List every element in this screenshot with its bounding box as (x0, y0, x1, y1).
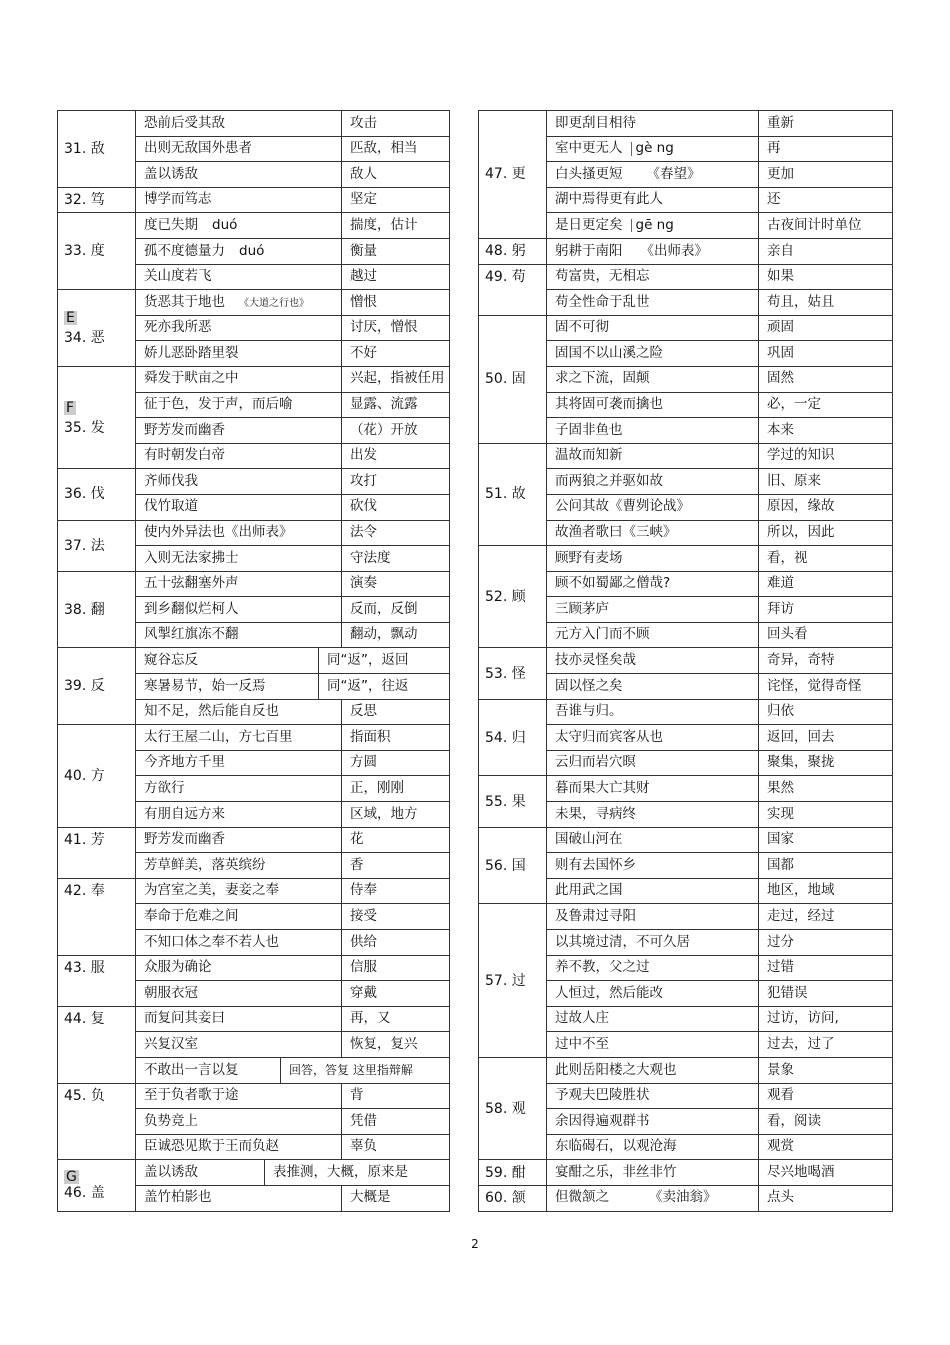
char-cell: 58. 观 (479, 1057, 547, 1159)
example-text: 白头搔更短 (555, 165, 623, 182)
meaning-cell: 国都 (759, 853, 893, 879)
char-cell: 57. 过 (479, 904, 547, 1058)
source-title: 《大道之行也》 (239, 297, 309, 309)
meaning-cell: 点头 (759, 1185, 893, 1211)
example-cell (136, 238, 342, 264)
meaning-cell: 出发 (342, 443, 450, 469)
meaning-cell: 实现 (759, 802, 893, 828)
char-cell: 47. 更 (479, 111, 547, 239)
example-cell: 公问其故《曹刿论战》 (547, 494, 759, 520)
example-cell: 过中不至 (547, 1032, 759, 1058)
char-cell: 39. 反 (58, 648, 136, 725)
example-cell: 到乡翻似烂柯人 (136, 597, 342, 623)
example-cell: 知不足，然后能自反也 (136, 699, 342, 725)
left-vocab-table (57, 110, 458, 1212)
char-cell: 54. 归 (479, 699, 547, 776)
pinyin: gè ng (631, 142, 678, 156)
example-cell: 关山度若飞 (136, 264, 342, 290)
meaning-cell: 法令 (342, 520, 450, 546)
example-cell: 子固非鱼也 (547, 418, 759, 444)
meaning-cell: 花 (342, 827, 450, 853)
example-text: 不敢出一言以复 (144, 1061, 239, 1078)
example-text: 室中更无人 (555, 140, 623, 157)
example-cell: 娇儿恶卧踏里裂 (136, 341, 342, 367)
meaning-cell: 返回，回去 (759, 725, 893, 751)
pinyin: duó (239, 242, 265, 259)
meaning-cell: 接受 (342, 904, 450, 930)
example-cell: 众服为确论 (136, 955, 342, 981)
example-cell: 苟全性命于乱世 (547, 290, 759, 316)
example-cell: 湖中焉得更有此人 (547, 187, 759, 213)
meaning-cell: 奇异，奇特 (759, 648, 893, 674)
example-cell: 芳草鲜美，落英缤纷 (136, 853, 342, 879)
example-cell: 未果，寻病终 (547, 802, 759, 828)
example-cell: 固国不以山溪之险 (547, 341, 759, 367)
meaning-cell: 拜访 (759, 597, 893, 623)
meaning-cell: 凭借 (342, 1109, 450, 1135)
meaning-cell: 揣度，估计 (342, 213, 450, 239)
char-cell: 48. 躬 (479, 238, 547, 264)
meaning-cell: 攻击 (342, 111, 450, 137)
meaning-cell: 回头看 (759, 622, 893, 648)
example-cell: 盖竹柏影也 (136, 1185, 342, 1211)
example-cell: 三顾茅庐 (547, 597, 759, 623)
example-cell: 元方入门而不顾 (547, 622, 759, 648)
example-cell: 及鲁肃过寻阳 (547, 904, 759, 930)
example-cell: 太行王屋二山，方七百里 (136, 725, 342, 751)
meaning-cell: 反而，反倒 (342, 597, 450, 623)
meaning-cell: 走过，经过 (759, 904, 893, 930)
example-cell: 宴酣之乐，非丝非竹 (547, 1160, 759, 1186)
meaning-cell: 讨厌，憎恨 (342, 315, 450, 341)
example-cell: 征于色，发于声，而后喻 (136, 392, 342, 418)
example-cell: 故渔者歌曰《三峡》 (547, 520, 759, 546)
meaning-cell: 犯错误 (759, 981, 893, 1007)
example-cell: 过故人庄 (547, 1006, 759, 1032)
meaning-cell: 聚集，聚拢 (759, 750, 893, 776)
char-cell: 52. 顾 (479, 546, 547, 648)
meaning-cell: 更加 (759, 162, 893, 188)
example-cell (547, 1185, 759, 1211)
example-cell: 人恒过，然后能改 (547, 981, 759, 1007)
example-cell: 东临碣石，以观沧海 (547, 1134, 759, 1160)
example-cell: 国破山河在 (547, 827, 759, 853)
example-cell: 太守归而宾客从也 (547, 725, 759, 751)
char-cell (58, 366, 136, 468)
example-cell: 而复问其妾曰 (136, 1006, 342, 1032)
meaning-cell: 区域，地方 (342, 802, 450, 828)
meaning-cell: 大概是 (342, 1185, 450, 1211)
char-cell (58, 1160, 136, 1211)
source-title: 《出师表》 (640, 242, 708, 259)
meaning-cell: 演奏 (342, 571, 450, 597)
example-text: 孤不度德量力 (144, 242, 225, 259)
meaning-cell: 砍伐 (342, 494, 450, 520)
char-cell: 38. 翻 (58, 571, 136, 648)
meaning-cell: 不好 (342, 341, 450, 367)
meaning-cell: 香 (342, 853, 450, 879)
example-meaning-cell (136, 1160, 450, 1186)
example-cell: 余因得遍观群书 (547, 1109, 759, 1135)
example-cell: 今齐地方千里 (136, 750, 342, 776)
example-cell (136, 290, 342, 316)
example-cell: 以其境过清，不可久居 (547, 930, 759, 956)
meaning-cell: 亲自 (759, 238, 893, 264)
pinyin: gē ng (631, 219, 678, 233)
example-cell: 五十弦翻塞外声 (136, 571, 342, 597)
meaning-cell: 衡量 (342, 238, 450, 264)
example-cell: 固不可彻 (547, 315, 759, 341)
example-text: 寒暑易节，始一反焉 (144, 677, 266, 694)
char-cell: 37. 法 (58, 520, 136, 571)
example-cell: 朝服衣冠 (136, 981, 342, 1007)
char-cell: 50. 固 (479, 315, 547, 443)
example-meaning-cell (136, 1057, 450, 1083)
example-cell: 顾不如蜀鄙之僧哉? (547, 571, 759, 597)
char-cell: 55. 果 (479, 776, 547, 827)
meaning-cell: 原因，缘故 (759, 494, 893, 520)
example-cell: 出则无敌国外患者 (136, 136, 342, 162)
meaning-cell: 学过的知识 (759, 443, 893, 469)
char-cell: 40. 方 (58, 725, 136, 827)
meaning-text: 回答，答复 这里指辩解 (280, 1058, 449, 1083)
example-cell: 风掣红旗冻不翻 (136, 622, 342, 648)
meaning-cell: 国家 (759, 827, 893, 853)
char-label: 34. 恶 (64, 330, 105, 347)
meaning-cell: 辜负 (342, 1134, 450, 1160)
meaning-cell: 必，一定 (759, 392, 893, 418)
meaning-cell: 供给 (342, 930, 450, 956)
page-number: 2 (471, 1237, 479, 1251)
example-cell: 即更刮目相待 (547, 111, 759, 137)
meaning-cell: 攻打 (342, 469, 450, 495)
example-cell: 齐师伐我 (136, 469, 342, 495)
meaning-cell: 固然 (759, 366, 893, 392)
example-cell: 此用武之国 (547, 878, 759, 904)
meaning-text: 同“返”，往返 (318, 674, 449, 699)
char-cell: 43. 服 (58, 955, 136, 1006)
char-cell: 56. 国 (479, 827, 547, 904)
meaning-text: 表推测，大概，原来是 (264, 1160, 449, 1185)
example-cell: 方欲行 (136, 776, 342, 802)
meaning-cell: 观赏 (759, 1134, 893, 1160)
example-cell: 顾野有麦场 (547, 546, 759, 572)
source-title: 《卖油翁》 (649, 1189, 717, 1206)
example-cell: 则有去国怀乡 (547, 853, 759, 879)
meaning-cell: 背 (342, 1083, 450, 1109)
example-cell: 兴复汉室 (136, 1032, 342, 1058)
example-cell (547, 162, 759, 188)
char-cell: 59. 酣 (479, 1160, 547, 1186)
meaning-cell: 憎恨 (342, 290, 450, 316)
meaning-cell: 所以，因此 (759, 520, 893, 546)
meaning-cell: 坚定 (342, 187, 450, 213)
meaning-cell: 古夜间计时单位 (759, 213, 893, 239)
char-cell: 41. 芳 (58, 827, 136, 878)
meaning-cell: 穿戴 (342, 981, 450, 1007)
meaning-cell: 如果 (759, 264, 893, 290)
section-letter: F (66, 399, 75, 416)
example-cell: 其将固可袭而擒也 (547, 392, 759, 418)
example-cell: 野芳发而幽香 (136, 418, 342, 444)
meaning-cell: 尽兴地喝酒 (759, 1160, 893, 1186)
example-cell: 野芳发而幽香 (136, 827, 342, 853)
meaning-cell: 景象 (759, 1057, 893, 1083)
char-cell: 36. 伐 (58, 469, 136, 520)
example-cell: 温故而知新 (547, 443, 759, 469)
example-cell: 固以怪之矣 (547, 674, 759, 700)
right-vocab-table (478, 110, 893, 1212)
example-cell: 苟富贵，无相忘 (547, 264, 759, 290)
example-text: 窥谷忘反 (144, 652, 198, 669)
example-cell (136, 213, 342, 239)
meaning-cell: 地区，地域 (759, 878, 893, 904)
example-cell: 入则无法家拂士 (136, 546, 342, 572)
meaning-cell: 正，刚刚 (342, 776, 450, 802)
meaning-cell: 顽固 (759, 315, 893, 341)
meaning-cell: 旧、原来 (759, 469, 893, 495)
example-cell: 有时朝发白帝 (136, 443, 342, 469)
example-text: 度已失期 (144, 216, 198, 233)
example-cell: 为宫室之美，妻妾之奉 (136, 878, 342, 904)
example-cell: 恐前后受其敌 (136, 111, 342, 137)
example-cell: 盖以诱敌 (136, 162, 342, 188)
meaning-cell: 诧怪，觉得奇怪 (759, 674, 893, 700)
example-cell: 负势竞上 (136, 1109, 342, 1135)
example-cell (547, 136, 759, 162)
char-cell: 31. 敌 (58, 111, 136, 188)
example-cell: 不知口体之奉不若人也 (136, 930, 342, 956)
meaning-cell: 苟且，姑且 (759, 290, 893, 316)
example-cell: 而两狼之并驱如故 (547, 469, 759, 495)
meaning-cell: 再 (759, 136, 893, 162)
meaning-cell: 恢复，复兴 (342, 1032, 450, 1058)
meaning-cell: 重新 (759, 111, 893, 137)
meaning-cell: 过访，访问, (759, 1006, 893, 1032)
example-cell: 求之下流，固颠 (547, 366, 759, 392)
section-letter: E (66, 310, 75, 327)
meaning-cell: 果然 (759, 776, 893, 802)
meaning-cell: 显露、流露 (342, 392, 450, 418)
meaning-cell: 归依 (759, 699, 893, 725)
source-title: 《春望》 (646, 165, 701, 182)
column-gap (450, 111, 458, 1212)
meaning-cell: 过错 (759, 955, 893, 981)
example-text: 但微颔之 (555, 1189, 609, 1206)
char-cell: 60. 颔 (479, 1185, 547, 1211)
example-cell: 舜发于畎亩之中 (136, 366, 342, 392)
section-letter: G (66, 1169, 77, 1186)
meaning-cell: 匹敌，相当 (342, 136, 450, 162)
char-label: 35. 发 (64, 419, 105, 436)
example-cell: 暮而果大亡其财 (547, 776, 759, 802)
meaning-cell: 反思 (342, 699, 450, 725)
meaning-cell: 指面积 (342, 725, 450, 751)
meaning-cell: 还 (759, 187, 893, 213)
meaning-cell: 侍奉 (342, 878, 450, 904)
char-cell (58, 290, 136, 367)
meaning-cell: 再，又 (342, 1006, 450, 1032)
char-cell: 51. 故 (479, 443, 547, 545)
char-cell: 42. 奉 (58, 878, 136, 955)
meaning-cell: 方圆 (342, 750, 450, 776)
meaning-cell: 信服 (342, 955, 450, 981)
char-cell: 44. 复 (58, 1006, 136, 1083)
meaning-cell: （花）开放 (342, 418, 450, 444)
example-cell: 有朋自远方来 (136, 802, 342, 828)
meaning-cell: 观看 (759, 1083, 893, 1109)
meaning-cell: 过分 (759, 930, 893, 956)
example-text: 盖以诱敌 (144, 1163, 198, 1180)
example-cell: 此则岳阳楼之大观也 (547, 1057, 759, 1083)
meaning-cell: 兴起，指被任用 (342, 366, 450, 392)
example-cell: 臣诚恐见欺于王而负赵 (136, 1134, 342, 1160)
char-cell: 45. 负 (58, 1083, 136, 1160)
meaning-cell: 守法度 (342, 546, 450, 572)
meaning-cell: 看，视 (759, 546, 893, 572)
meaning-cell: 翻动，飘动 (342, 622, 450, 648)
example-cell (547, 238, 759, 264)
example-cell: 博学而笃志 (136, 187, 342, 213)
meaning-cell: 难道 (759, 571, 893, 597)
char-cell: 32. 笃 (58, 187, 136, 213)
example-text: 货恶其于地也 (144, 293, 225, 310)
example-cell: 云归而岩穴暝 (547, 750, 759, 776)
meaning-cell: 本来 (759, 418, 893, 444)
example-cell: 死亦我所恶 (136, 315, 342, 341)
example-cell: 予观夫巴陵胜状 (547, 1083, 759, 1109)
char-cell: 33. 度 (58, 213, 136, 290)
example-text: 躬耕于南阳 (555, 242, 623, 259)
example-cell: 养不教，父之过 (547, 955, 759, 981)
example-text: 是日更定矣 (555, 216, 623, 233)
example-meaning-cell (136, 674, 450, 700)
meaning-cell: 巩固 (759, 341, 893, 367)
char-label: 46. 盖 (64, 1185, 105, 1202)
meaning-cell: 越过 (342, 264, 450, 290)
example-cell: 至于负者歌于途 (136, 1083, 342, 1109)
example-cell: 使内外异法也《出师表》 (136, 520, 342, 546)
example-cell: 吾谁与归。 (547, 699, 759, 725)
example-cell: 奉命于危难之间 (136, 904, 342, 930)
example-cell: 技亦灵怪矣哉 (547, 648, 759, 674)
meaning-cell: 看，阅读 (759, 1109, 893, 1135)
char-cell: 49. 苟 (479, 264, 547, 315)
meaning-cell: 过去，过了 (759, 1032, 893, 1058)
example-meaning-cell (136, 648, 450, 674)
pinyin: duó (212, 216, 238, 233)
example-cell: 伐竹取道 (136, 494, 342, 520)
example-cell (547, 213, 759, 239)
meaning-cell: 敌人 (342, 162, 450, 188)
meaning-text: 同“返”，返回 (318, 648, 449, 673)
char-cell: 53. 怪 (479, 648, 547, 699)
